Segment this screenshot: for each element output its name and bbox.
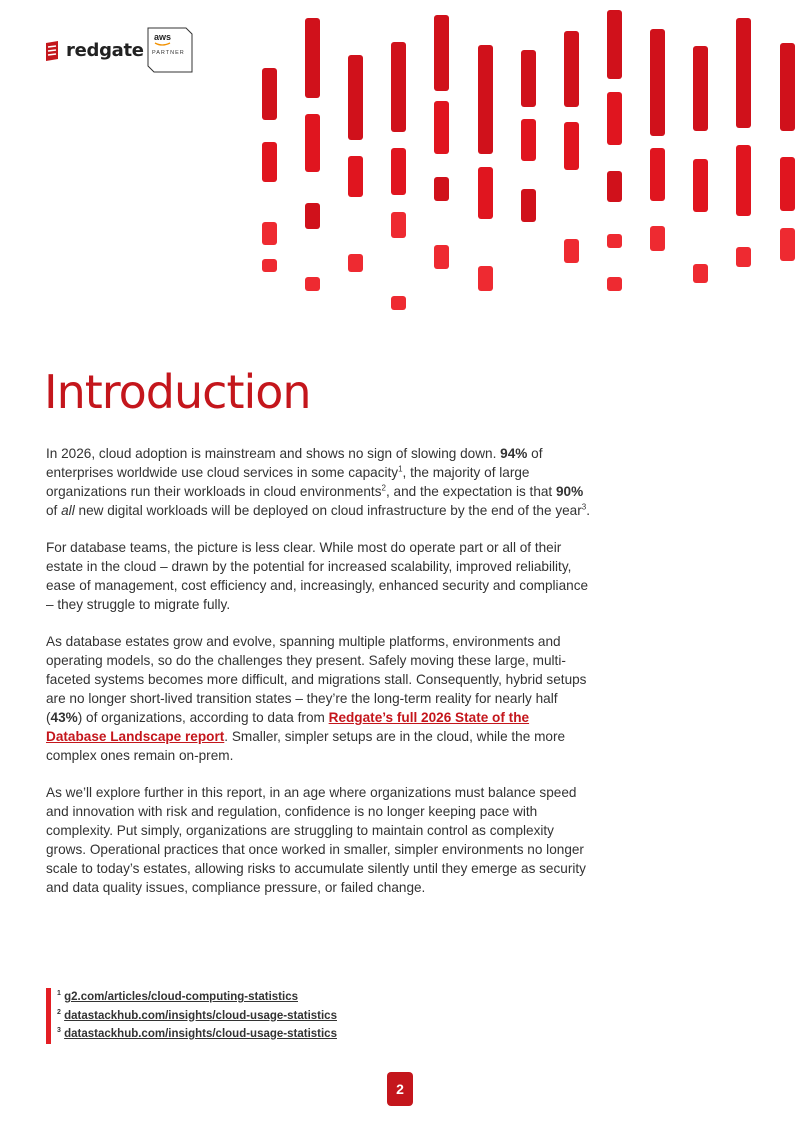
decorative-bars [0, 0, 800, 320]
paragraph [46, 632, 591, 765]
decorative-bar [607, 171, 622, 202]
decorative-bar [564, 239, 579, 263]
footnote-item [57, 988, 337, 1007]
decorative-bar [348, 55, 363, 140]
decorative-bar [736, 18, 751, 128]
decorative-bar [348, 254, 363, 272]
decorative-bar [305, 114, 320, 172]
text-run: . Smaller, simpler setups are in the cloud, while the more complex ones remain on-prem. [46, 729, 566, 763]
paragraph [46, 538, 591, 614]
text-run: . [586, 503, 591, 518]
decorative-bar [693, 46, 708, 131]
footnote-link[interactable]: datastackhub.com/insights/cloud-usage-statistics [64, 1028, 337, 1040]
bold-text: 90% [556, 484, 584, 499]
text-run: As database estates grow and evolve, spanning multiple platforms, environments and operating models, so do the challenges they present. Safely moving these large, multi-faceted systems becomes more difficult, and migrations stall. Consequently, hybrid setups are no longer short-lived transition states – they’re the long-term reality for nearly half ( [46, 634, 587, 725]
decorative-bar [391, 212, 406, 238]
decorative-bar [434, 177, 449, 201]
decorative-bar [262, 142, 277, 182]
paragraph [46, 783, 591, 897]
text-run: ) of organizations, according to data from [77, 710, 329, 725]
decorative-bar [564, 122, 579, 170]
page-number: 2 [387, 1072, 413, 1106]
decorative-bar [262, 259, 277, 272]
footnote-item [57, 1007, 337, 1026]
decorative-bar [780, 228, 795, 261]
footnotes [46, 988, 337, 1044]
decorative-bar [391, 148, 406, 195]
body-text [46, 444, 591, 915]
decorative-bar [736, 247, 751, 267]
footnote-number: 2 [57, 1008, 61, 1016]
decorative-bar [780, 157, 795, 211]
italic-text: all [61, 503, 75, 518]
decorative-bar [521, 189, 536, 222]
brand-name: redgate [66, 40, 144, 61]
text-run: For database teams, the picture is less clear. While most do operate part or all of their estate in the cloud – drawn by the potential for increased scalability, improved reliability, ease of management, cost efficiency and, increasingly, enhanced security and compliance – they struggle to migrate fully. [46, 540, 589, 612]
decorative-bar [305, 277, 320, 291]
decorative-bar [607, 277, 622, 291]
report-link[interactable]: Redgate’s full 2026 State of the Database Landscape report [46, 710, 530, 744]
decorative-bar [650, 29, 665, 136]
decorative-bar [262, 68, 277, 120]
decorative-bar [650, 226, 665, 251]
decorative-bar [607, 234, 622, 248]
decorative-bar [305, 203, 320, 229]
text-run: As we’ll explore further in this report, in an age where organizations must balance speed and innovation with risk and regulation, confidence is no longer keeping pace with complexity. Put simply, organizations are struggling to maintain control as complexity grows. Operational practices that once worked in smaller, simpler environments no longer scale to today’s estates, allowing risks to accumulate silently until they emerge as security and data quality issues, compliance pressure, or failed change. [46, 785, 586, 895]
decorative-bar [693, 264, 708, 283]
footnote-ref: 3 [581, 502, 587, 512]
page-title: Introduction [44, 365, 311, 419]
bold-text: 94% [500, 446, 528, 461]
partner-text: PARTNER [152, 50, 185, 56]
footnote-number: 1 [57, 990, 61, 998]
decorative-bar [650, 148, 665, 201]
decorative-bar [521, 50, 536, 107]
decorative-bar [434, 245, 449, 269]
footnote-link[interactable]: datastackhub.com/insights/cloud-usage-statistics [64, 1009, 337, 1022]
decorative-bar [521, 119, 536, 161]
decorative-bar [391, 42, 406, 132]
footnote-item [57, 1025, 337, 1044]
decorative-bar [478, 45, 493, 154]
decorative-bar [348, 156, 363, 197]
decorative-bar [478, 167, 493, 219]
decorative-bar [736, 145, 751, 216]
paragraph [46, 444, 591, 520]
text-run: , the majority of large organizations run their workloads in cloud environments [46, 465, 530, 499]
text-run: of enterprises worldwide use cloud services in some capacity [46, 446, 543, 480]
decorative-bar [607, 92, 622, 145]
text-run: , and the expectation is that [385, 484, 556, 499]
decorative-bar [607, 10, 622, 79]
decorative-bar [262, 222, 277, 245]
text-run: new digital workloads will be deployed on cloud infrastructure by the end of the year [74, 503, 582, 518]
footnote-ref: 2 [381, 483, 386, 493]
decorative-bar [434, 15, 449, 91]
footnote-link[interactable]: g2.com/articles/cloud-computing-statistics [64, 991, 298, 1003]
decorative-bar [478, 266, 493, 291]
text-run: In 2026, cloud adoption is mainstream and shows no sign of slowing down. [46, 446, 501, 461]
decorative-bar [305, 18, 320, 98]
footnote-number: 3 [57, 1027, 61, 1035]
text-run: of [46, 503, 62, 518]
footnote-ref: 1 [398, 464, 403, 474]
aws-text: aws [154, 32, 172, 42]
decorative-bar [391, 296, 406, 310]
decorative-bar [564, 31, 579, 107]
decorative-bar [434, 101, 449, 154]
decorative-bar [780, 43, 795, 131]
decorative-bar [693, 159, 708, 212]
bold-text: 43% [50, 710, 78, 725]
